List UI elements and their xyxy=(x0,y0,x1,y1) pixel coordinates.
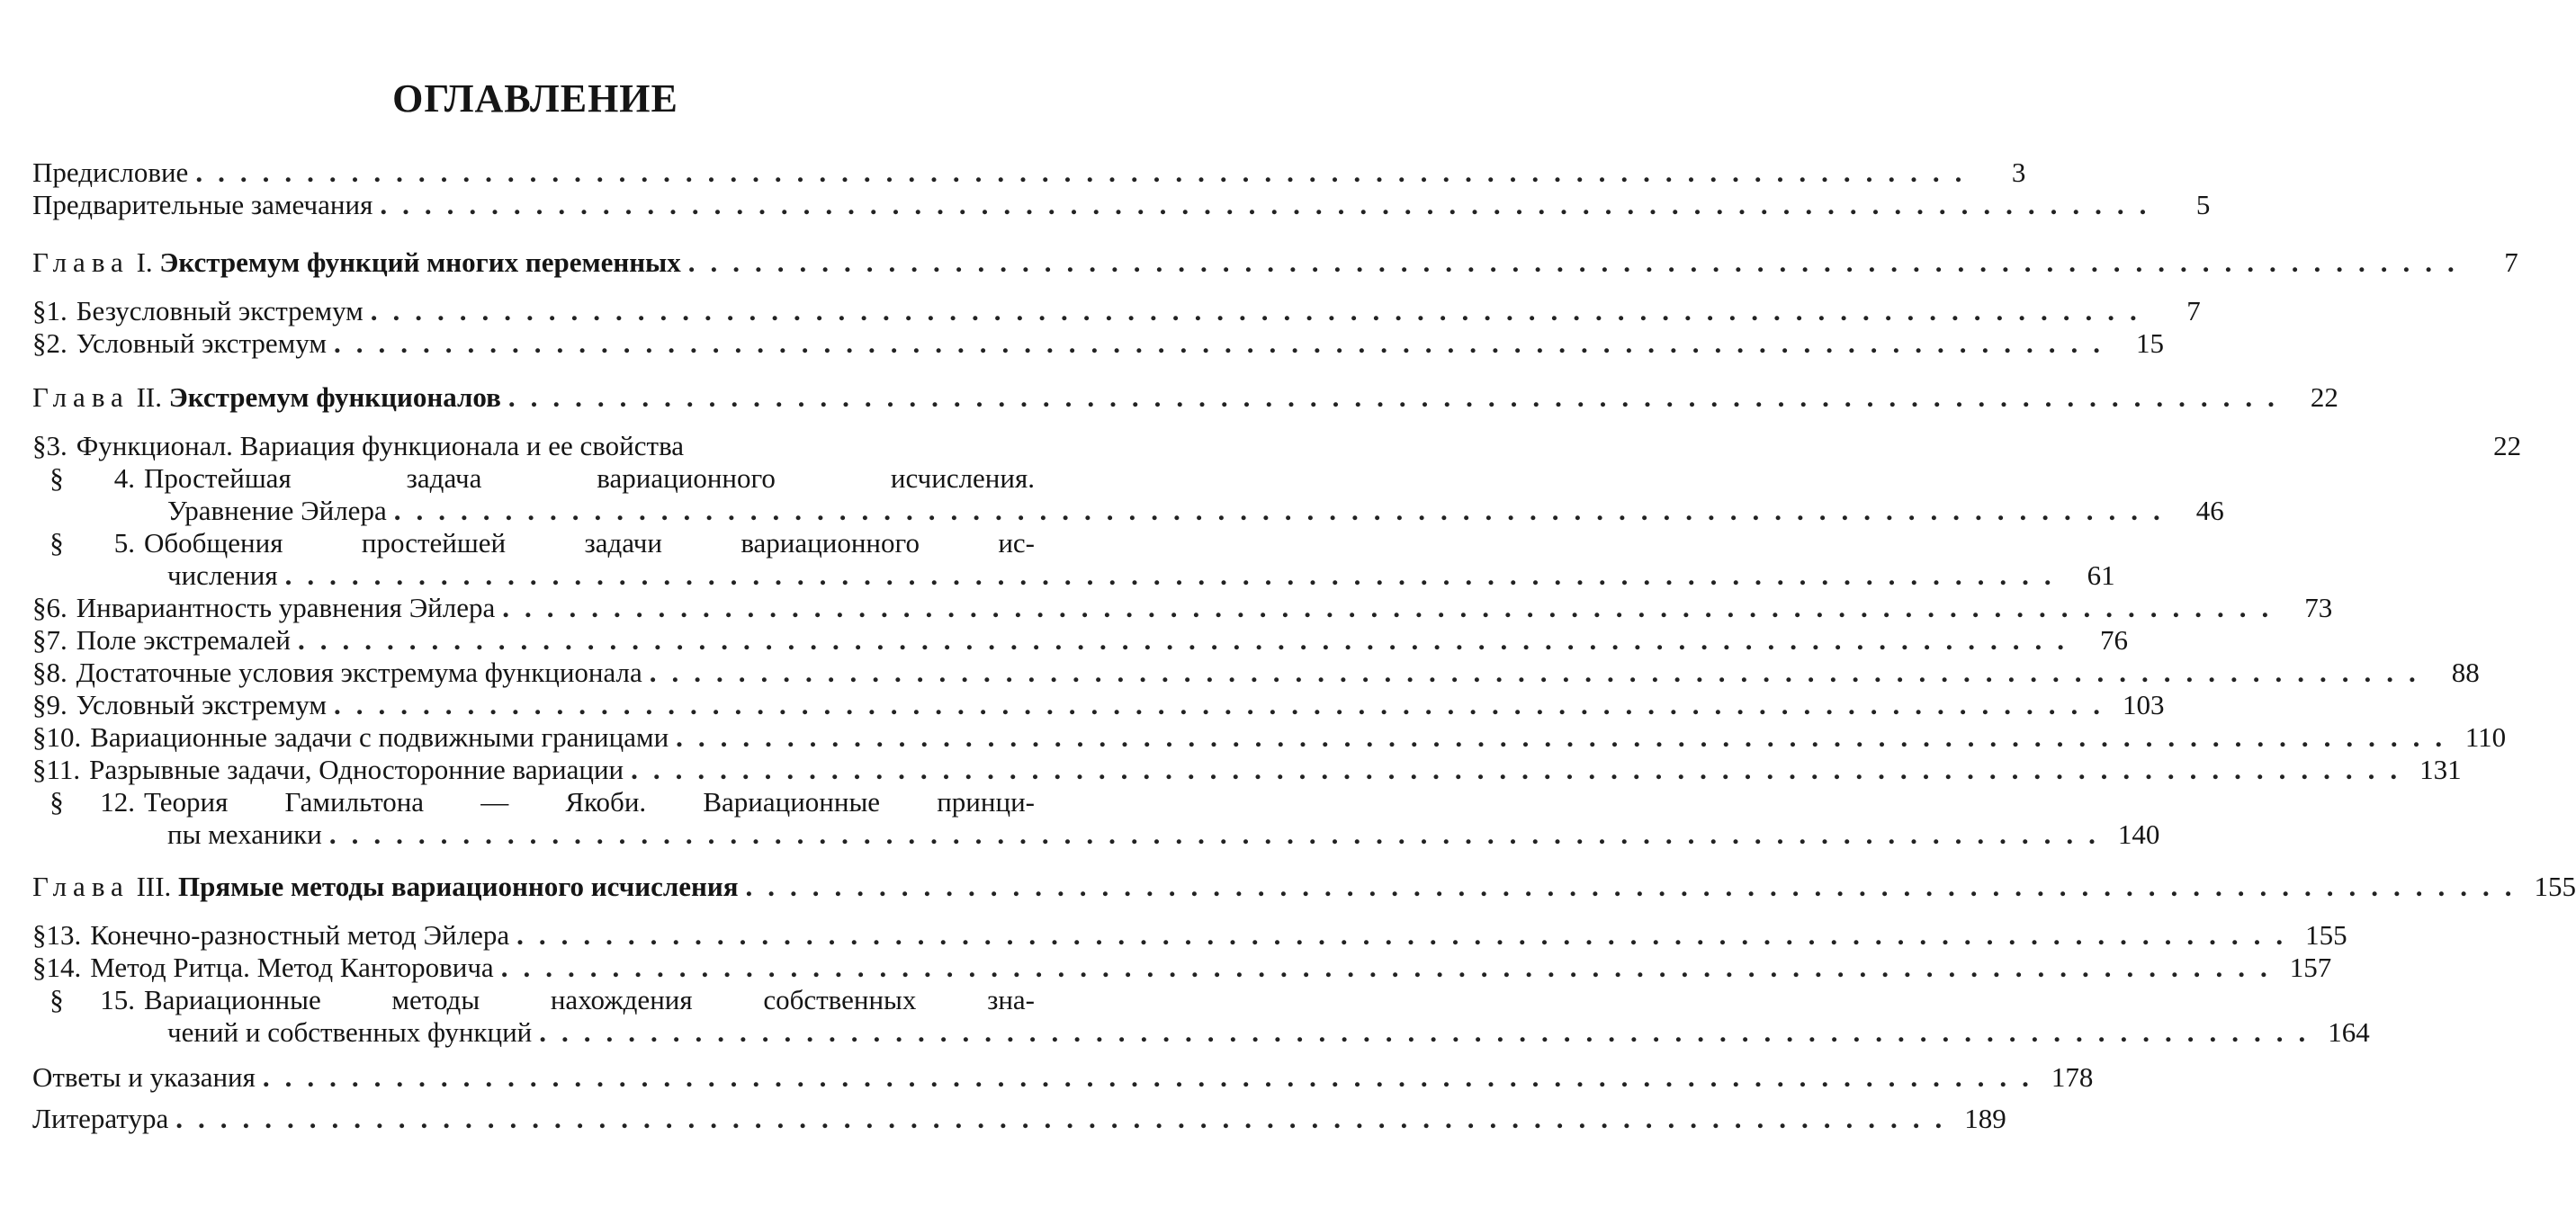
section-sign: § xyxy=(49,462,64,494)
dot-leader: ................................................................................ xyxy=(502,592,2284,623)
section-title: Условный экстремум xyxy=(76,689,327,720)
dot-leader: ................................................................................ xyxy=(687,246,2470,278)
dot-leader: ................................................................................ xyxy=(631,754,2413,785)
dot-leader: ................................................................................ xyxy=(393,495,2176,526)
toc-section-3[interactable] xyxy=(32,430,2522,462)
toc-section-5[interactable] xyxy=(32,527,2115,592)
section-number: 3. xyxy=(46,430,67,461)
page-number: 76 xyxy=(2100,624,2129,656)
section-title: Инвариантность уравнения Эйлера xyxy=(76,592,496,623)
dot-leader: ................................................................................ xyxy=(649,657,2431,688)
page-number: 155 xyxy=(2534,871,2576,902)
page-number: 73 xyxy=(2304,592,2333,623)
chapter-prefix: Глава xyxy=(32,871,130,902)
page-number: 88 xyxy=(2451,657,2480,688)
page-title: ОГЛАВЛЕНИЕ xyxy=(392,76,678,121)
dot-leader: ................................................................................ xyxy=(370,295,2152,326)
section-sign: § xyxy=(32,295,47,326)
section-number: 5. xyxy=(113,527,135,559)
section-number: 8. xyxy=(46,657,67,688)
section-number: 11. xyxy=(46,754,81,785)
section-sign: § xyxy=(32,430,47,461)
toc-section-1[interactable] xyxy=(32,295,2201,327)
dot-leader: ................................................................................ xyxy=(333,689,2115,720)
toc-chapter-3[interactable] xyxy=(32,871,2576,903)
page-number: 103 xyxy=(2122,689,2165,720)
toc-section-13[interactable] xyxy=(32,919,2347,952)
section-title: Безусловный экстремум xyxy=(76,295,364,326)
section-sign: § xyxy=(49,527,64,559)
entry-title: Ответы и указания xyxy=(32,1061,256,1093)
dot-leader: ................................................................................ xyxy=(195,156,1978,188)
dot-leader: ................................................................................ xyxy=(298,624,2080,656)
page-number: 157 xyxy=(2289,952,2332,983)
dot-leader: ................................................................................ xyxy=(328,818,2111,850)
section-title: Конечно-разностный метод Эйлера xyxy=(90,919,510,951)
section-number: 6. xyxy=(46,592,67,623)
section-title-line-1: Простейшая задача вариационного исчисления. xyxy=(144,462,1035,494)
toc-chapter-2[interactable] xyxy=(32,381,2338,414)
section-number: 10. xyxy=(46,721,82,753)
toc-section-11[interactable] xyxy=(32,754,2462,786)
section-sign: § xyxy=(49,786,64,818)
section-sign: § xyxy=(32,592,47,623)
page-number: 155 xyxy=(2305,919,2347,951)
page-number: 140 xyxy=(2117,818,2160,850)
dot-leader: ................................................................................ xyxy=(175,1103,1958,1134)
dot-leader: ................................................................................ xyxy=(500,952,2283,983)
toc-section-4[interactable] xyxy=(32,462,2224,527)
toc-chapter-1[interactable] xyxy=(32,246,2518,279)
section-number: 15. xyxy=(100,984,135,1015)
page-number: 15 xyxy=(2135,327,2164,359)
entry-title: Предварительные замечания xyxy=(32,189,373,220)
toc-section-9[interactable] xyxy=(32,689,2165,721)
page-number: 7 xyxy=(2504,246,2518,278)
section-number: 13. xyxy=(46,919,82,951)
chapter-numeral: III. xyxy=(136,871,172,902)
section-title-line-1: Теория Гамильтона — Якоби. Вариационные принци- xyxy=(144,786,1035,818)
page-number: 61 xyxy=(2087,559,2115,591)
toc-entry-preliminary-remarks[interactable] xyxy=(32,189,2211,221)
section-title: Метод Ритца. Метод Канторовича xyxy=(90,952,494,983)
chapter-prefix: Глава xyxy=(32,246,130,278)
dot-leader: ................................................................................ xyxy=(333,327,2115,359)
section-title-line-1: Вариационные методы нахождения собственных зна- xyxy=(144,984,1035,1015)
toc-entry-answers[interactable] xyxy=(32,1061,2094,1094)
chapter-title: Экстремум функций многих переменных xyxy=(159,246,681,278)
entry-title: Предисловие xyxy=(32,156,189,188)
toc-section-7[interactable] xyxy=(32,624,2129,657)
section-title-line-2: пы механики xyxy=(167,818,322,850)
chapter-prefix: Глава xyxy=(32,381,130,413)
toc-section-6[interactable] xyxy=(32,592,2333,624)
dot-leader: ................................................................................ xyxy=(516,919,2299,951)
section-title-line-1: Обобщения простейшей задачи вариационного ис- xyxy=(144,527,1035,559)
section-sign: § xyxy=(32,754,47,785)
section-title: Функционал. Вариация функционала и ее свойства xyxy=(76,430,685,461)
chapter-title: Прямые методы вариационного исчисления xyxy=(178,871,739,902)
section-sign: § xyxy=(49,984,64,1015)
page-number: 5 xyxy=(2195,189,2211,220)
toc-section-14[interactable] xyxy=(32,952,2332,984)
chapter-numeral: I. xyxy=(136,246,153,278)
section-number: 9. xyxy=(46,689,67,720)
section-title-line-2: чений и собственных функций xyxy=(167,1016,533,1048)
dot-leader: ................................................................................ xyxy=(745,871,2527,902)
section-sign: § xyxy=(32,919,47,951)
section-number: 12. xyxy=(100,786,135,818)
section-sign: § xyxy=(32,624,47,656)
page-number: 7 xyxy=(2186,295,2201,326)
dot-leader: ................................................................................ xyxy=(507,381,2290,413)
page-number: 22 xyxy=(2493,430,2522,461)
section-title: Достаточные условия экстремума функционала xyxy=(76,657,642,688)
toc-section-15[interactable] xyxy=(32,984,2370,1049)
section-sign: § xyxy=(32,689,47,720)
section-sign: § xyxy=(32,657,47,688)
toc-section-2[interactable] xyxy=(32,327,2164,360)
section-sign: § xyxy=(32,721,47,753)
toc-section-12[interactable] xyxy=(32,786,2160,851)
page-number: 189 xyxy=(1964,1103,2006,1134)
page-number: 131 xyxy=(2419,754,2462,785)
dot-leader: ................................................................................ xyxy=(380,189,2162,220)
dot-leader: ................................................................................ xyxy=(676,721,2458,753)
toc-entry-literature[interactable] xyxy=(32,1103,2006,1135)
section-title-line-2: числения xyxy=(167,559,278,591)
dot-leader: ................................................................................ xyxy=(539,1016,2321,1048)
page-number: 22 xyxy=(2310,381,2338,413)
dot-leader: ................................................................................ xyxy=(284,559,2067,591)
chapter-title: Экстремум функционалов xyxy=(168,381,501,413)
section-title: Вариационные задачи с подвижными границами xyxy=(90,721,669,753)
toc-section-8[interactable] xyxy=(32,657,2480,689)
section-title-line-2: Уравнение Эйлера xyxy=(167,495,387,526)
entry-title: Литература xyxy=(32,1103,169,1134)
page-number: 46 xyxy=(2195,495,2224,526)
page-number: 3 xyxy=(2011,156,2026,188)
dot-leader: ................................................................................ xyxy=(262,1061,2044,1093)
page-number: 164 xyxy=(2328,1016,2370,1048)
section-number: 1. xyxy=(46,295,67,326)
page-number: 178 xyxy=(2051,1061,2094,1093)
section-title: Поле экстремалей xyxy=(76,624,292,656)
toc-entry-preface[interactable] xyxy=(32,156,2026,189)
section-sign: § xyxy=(32,952,47,983)
section-number: 4. xyxy=(113,462,135,494)
section-number: 14. xyxy=(46,952,82,983)
section-sign: § xyxy=(32,327,47,359)
section-title: Разрывные задачи, Односторонние вариации xyxy=(89,754,624,785)
section-title: Условный экстремум xyxy=(76,327,327,359)
toc-section-10[interactable] xyxy=(32,721,2507,754)
chapter-numeral: II. xyxy=(136,381,162,413)
page-number: 110 xyxy=(2464,721,2507,753)
section-number: 7. xyxy=(46,624,67,656)
section-number: 2. xyxy=(46,327,67,359)
